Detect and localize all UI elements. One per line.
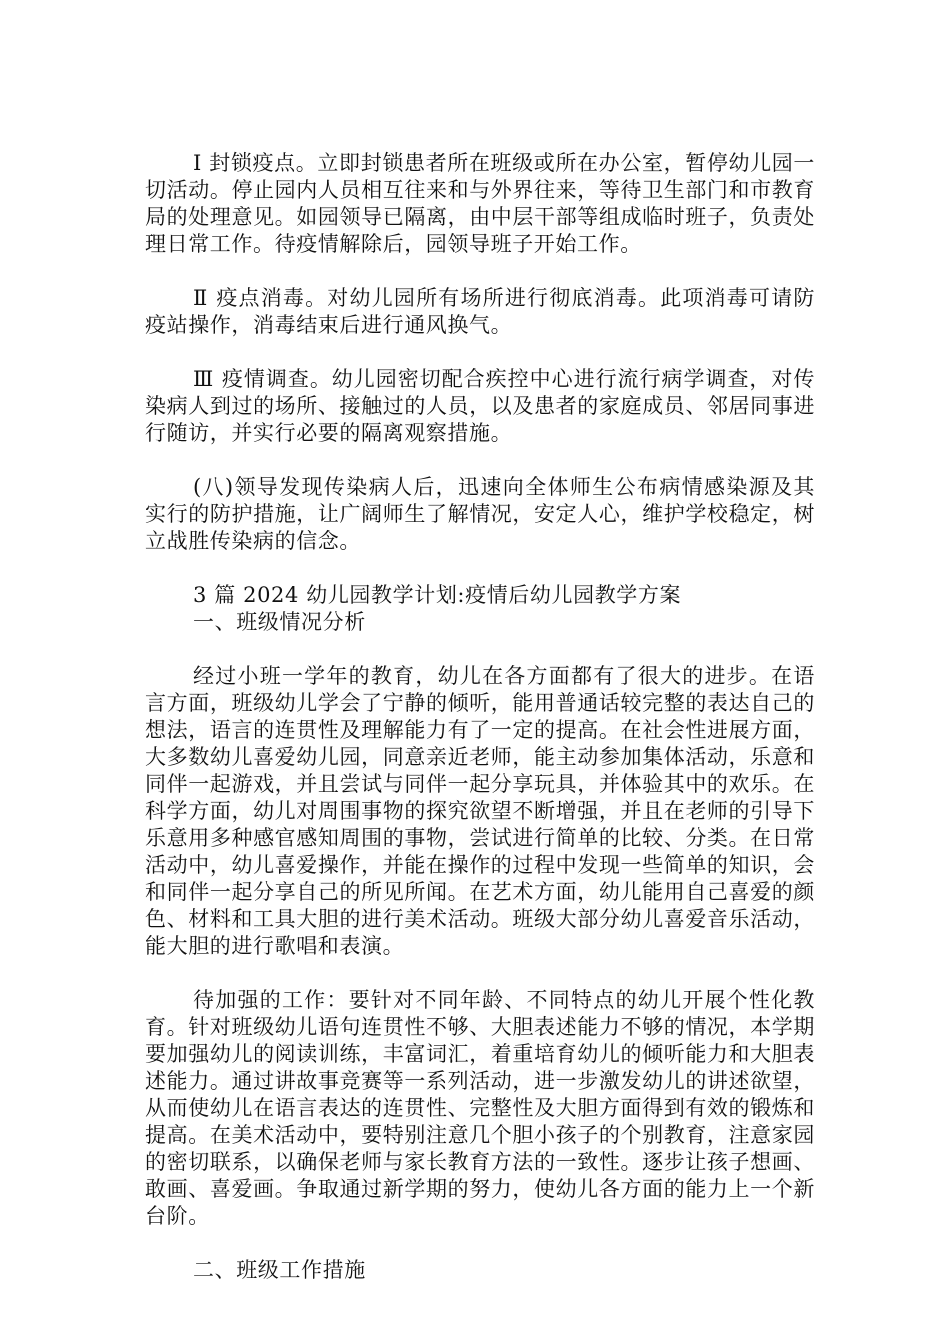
document-body (145, 150, 815, 1311)
paragraph-improvements: 待加强的工作：要针对不同年龄、不同特点的幼儿开展个性化教育。针对班级幼儿语句连贯性不够、大胆表述能力不够的情况，本学期要加强幼儿的阅读训练，丰富词汇，着重培育幼儿的倾听能力和大胆表述能力。通过讲故事竞赛等一系列活动，进一步激发幼儿的讲述欲望，从而使幼儿在语言表达的连贯性、完整性及大胆方面得到有效的锻炼和提高。在美术活动中，要特别注意几个胆小孩子的个别教育，注意家园的密切联系，以确保老师与家长教育方法的一致性。逐步让孩子想画、敢画、喜爱画。争取通过新学期的努力，使幼儿各方面的能力上一个新台阶。 (145, 988, 815, 1228)
section-heading-plan: 3 篇 2024 幼儿园教学计划:疫情后幼儿园教学方案 (193, 583, 682, 607)
paragraph-leadership: (八)领导发现传染病人后，迅速向全体师生公布病情感染源及其实行的防护措施，让广阔师生了解情况，安定人心，维护学校稳定，树立战胜传染病的信念。 (145, 475, 815, 553)
paragraph-class-analysis: 经过小班一学年的教育，幼儿在各方面都有了很大的进步。在语言方面，班级幼儿学会了宁静的倾听，能用普通话较完整的表达自己的想法，语言的连贯性及理解能力有了一定的提高。在社会性进展方面，大多数幼儿喜爱幼儿园，同意亲近老师，能主动参加集体活动，乐意和同伴一起游戏，并且尝试与同伴一起分享玩具，并体验其中的欢乐。在科学方面，幼儿对周围事物的探究欲望不断增强，并且在老师的引导下乐意用多种感官感知周围的事物，尝试进行简单的比较、分类。在日常活动中，幼儿喜爱操作，并能在操作的过程中发现一些简单的知识，会和同伴一起分享自己的所见所闻。在艺术方面，幼儿能用自己喜爱的颜色、材料和工具大胆的进行美术活动。班级大部分幼儿喜爱音乐活动，能大胆的进行歌唱和表演。 (145, 664, 815, 958)
paragraph-lockdown: Ⅰ 封锁疫点。立即封锁患者所在班级或所在办公室，暂停幼儿园一切活动。停止园内人员相互往来和与外界往来，等待卫生部门和市教育局的处理意见。如园领导已隔离，由中层干部等组成临时班子，负责处理日常工作。待疫情解除后，园领导班子开始工作。 (145, 151, 815, 256)
paragraph-disinfection: Ⅱ 疫点消毒。对幼儿园所有场所进行彻底消毒。此项消毒可请防疫站操作，消毒结束后进行通风换气。 (145, 286, 815, 337)
paragraph-investigation: Ⅲ 疫情调查。幼儿园密切配合疾控中心进行流行病学调查，对传染病人到过的场所、接触过的人员，以及患者的家庭成员、邻居同事进行随访，并实行必要的隔离观察措施。 (145, 367, 815, 445)
section-heading-class-analysis: 一、班级情况分析 (193, 610, 366, 634)
section-heading-work-measures: 二、班级工作措施 (193, 1258, 366, 1282)
